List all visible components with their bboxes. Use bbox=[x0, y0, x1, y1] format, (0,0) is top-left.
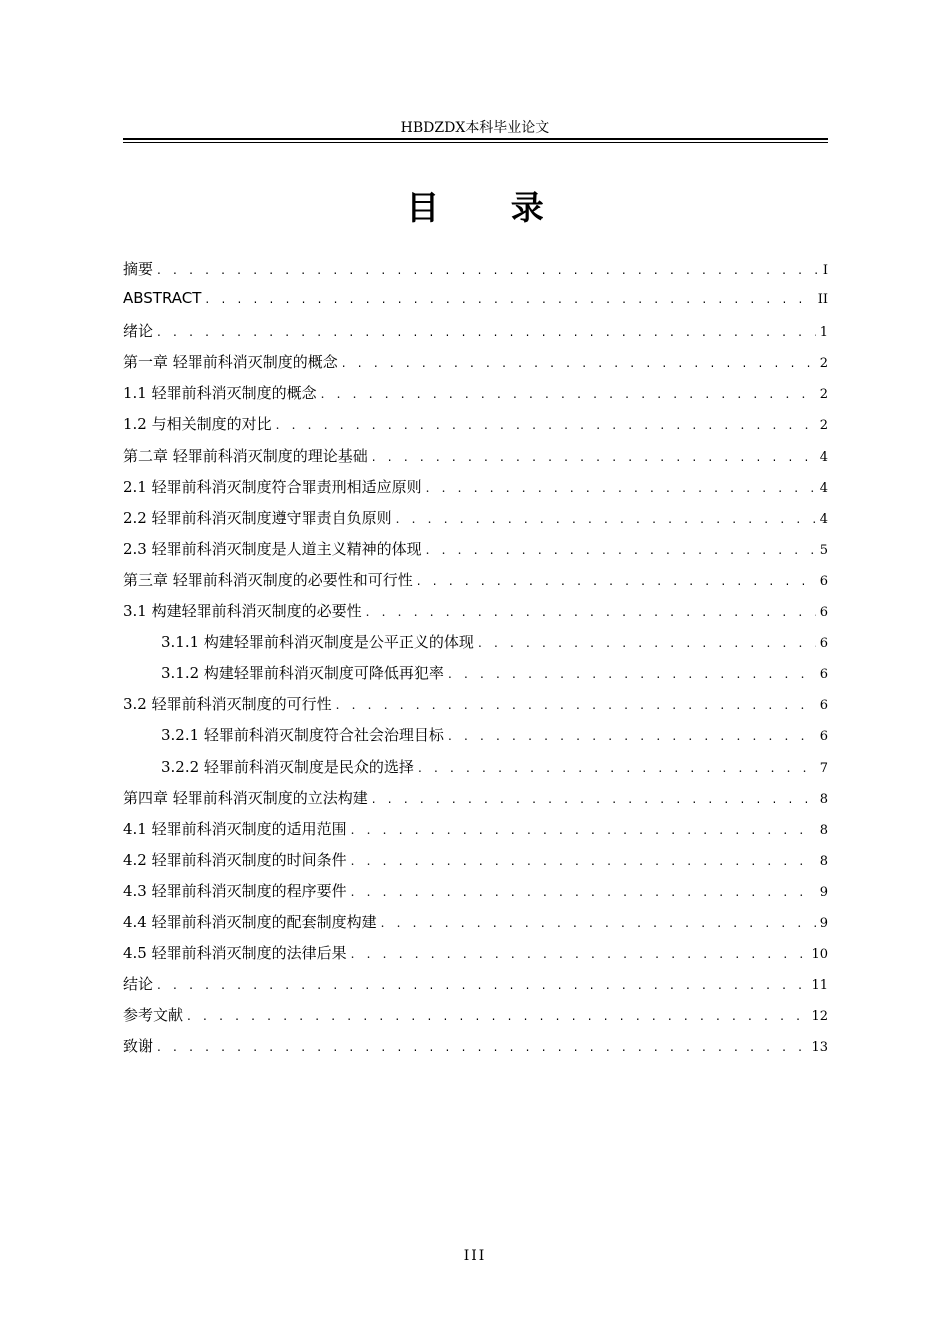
toc-entry-page: 7 bbox=[819, 760, 828, 776]
toc-leader-dots bbox=[418, 761, 816, 775]
toc-entry-page: 6 bbox=[819, 636, 828, 652]
toc-entry[interactable] bbox=[123, 818, 828, 849]
toc-entry[interactable] bbox=[123, 413, 828, 444]
toc-entry-page: 9 bbox=[819, 915, 828, 931]
toc-entry-label: 2.3 轻罪前科消灭制度是人道主义精神的体现 bbox=[123, 539, 422, 558]
toc-leader-dots bbox=[157, 1040, 807, 1054]
toc-leader-dots bbox=[426, 543, 816, 557]
toc-entry-label: 参考文献 bbox=[123, 1006, 184, 1025]
toc-leader-dots bbox=[372, 450, 816, 464]
toc-leader-dots bbox=[396, 512, 816, 526]
toc-entry-page: 11 bbox=[811, 978, 828, 994]
toc-entry-page: 8 bbox=[819, 853, 828, 869]
toc-leader-dots bbox=[351, 885, 816, 899]
toc-entry-label: 第二章 轻罪前科消灭制度的理论基础 bbox=[123, 446, 368, 465]
toc-entry[interactable] bbox=[123, 538, 828, 569]
toc-entry[interactable] bbox=[123, 1004, 828, 1035]
table-of-contents bbox=[123, 258, 828, 1066]
toc-entry-label: 2.2 轻罪前科消灭制度遵守罪责自负原则 bbox=[123, 508, 392, 527]
toc-entry[interactable] bbox=[123, 600, 828, 631]
toc-entry[interactable] bbox=[123, 631, 828, 662]
toc-entry-page: 6 bbox=[819, 573, 828, 589]
toc-leader-dots bbox=[157, 263, 819, 277]
toc-entry-page: II bbox=[817, 292, 828, 308]
toc-entry-label: 第四章 轻罪前科消灭制度的立法构建 bbox=[123, 788, 368, 807]
toc-entry-label: 3.2.1 轻罪前科消灭制度符合社会治理目标 bbox=[161, 726, 444, 745]
page-number: III bbox=[463, 1248, 487, 1264]
toc-entry-page: 1 bbox=[819, 325, 828, 341]
toc-entry[interactable] bbox=[123, 911, 828, 942]
toc-leader-dots bbox=[417, 574, 816, 588]
toc-leader-dots bbox=[342, 356, 816, 370]
toc-entry-label: 4.4 轻罪前科消灭制度的配套制度构建 bbox=[123, 912, 377, 931]
toc-entry[interactable] bbox=[123, 476, 828, 507]
toc-entry-label: 结论 bbox=[123, 975, 154, 994]
toc-entry[interactable] bbox=[123, 662, 828, 693]
toc-leader-dots bbox=[205, 292, 813, 306]
toc-entry-page: 4 bbox=[819, 511, 828, 527]
toc-entry-label: 4.5 轻罪前科消灭制度的法律后果 bbox=[123, 944, 347, 963]
toc-entry[interactable] bbox=[123, 289, 828, 320]
toc-entry[interactable] bbox=[123, 569, 828, 600]
toc-entry[interactable] bbox=[123, 351, 828, 382]
toc-entry-page: 2 bbox=[819, 356, 828, 372]
toc-entry[interactable] bbox=[123, 320, 828, 351]
page-title: 目 录 bbox=[406, 188, 574, 227]
toc-entry-page: 6 bbox=[819, 698, 828, 714]
toc-leader-dots bbox=[351, 947, 808, 961]
toc-entry-page: 13 bbox=[811, 1040, 828, 1056]
toc-entry-label: 4.1 轻罪前科消灭制度的适用范围 bbox=[123, 819, 347, 838]
toc-entry-label: 3.1 构建轻罪前科消灭制度的必要性 bbox=[123, 602, 362, 621]
toc-entry-label: 4.2 轻罪前科消灭制度的时间条件 bbox=[123, 850, 347, 869]
toc-entry-label: 3.1.1 构建轻罪前科消灭制度是公平正义的体现 bbox=[161, 633, 474, 652]
toc-entry[interactable] bbox=[123, 973, 828, 1004]
toc-entry[interactable] bbox=[123, 1035, 828, 1066]
toc-entry-page: 4 bbox=[819, 449, 828, 465]
toc-leader-dots bbox=[336, 698, 816, 712]
toc-leader-dots bbox=[426, 481, 816, 495]
toc-entry-page: 6 bbox=[819, 605, 828, 621]
toc-entry[interactable] bbox=[123, 787, 828, 818]
toc-entry[interactable] bbox=[123, 258, 828, 289]
toc-entry[interactable] bbox=[123, 382, 828, 413]
toc-entry-page: 9 bbox=[819, 884, 828, 900]
toc-entry-page: 6 bbox=[819, 667, 828, 683]
toc-leader-dots bbox=[351, 823, 816, 837]
toc-entry-label: 3.2.2 轻罪前科消灭制度是民众的选择 bbox=[161, 757, 414, 776]
toc-entry-label: 3.1.2 构建轻罪前科消灭制度可降低再犯率 bbox=[161, 664, 444, 683]
toc-leader-dots bbox=[448, 729, 816, 743]
toc-entry-label: 第一章 轻罪前科消灭制度的概念 bbox=[123, 353, 338, 372]
toc-entry-label: 第三章 轻罪前科消灭制度的必要性和可行性 bbox=[123, 570, 413, 589]
toc-entry[interactable] bbox=[123, 507, 828, 538]
toc-entry-page: 8 bbox=[819, 791, 828, 807]
header-rule-thin bbox=[123, 142, 828, 143]
toc-entry-label: 4.3 轻罪前科消灭制度的程序要件 bbox=[123, 881, 347, 900]
toc-entry[interactable] bbox=[123, 880, 828, 911]
toc-entry-label: 3.2 轻罪前科消灭制度的可行性 bbox=[123, 695, 332, 714]
toc-leader-dots bbox=[321, 387, 816, 401]
toc-entry-label: ABSTRACT bbox=[123, 289, 202, 308]
toc-leader-dots bbox=[448, 667, 816, 681]
toc-entry[interactable] bbox=[123, 445, 828, 476]
toc-entry-page: 4 bbox=[819, 480, 828, 496]
toc-entry-page: 5 bbox=[819, 542, 828, 558]
toc-entry-label: 1.1 轻罪前科消灭制度的概念 bbox=[123, 384, 317, 403]
toc-entry-label: 致谢 bbox=[123, 1037, 154, 1056]
toc-entry[interactable] bbox=[123, 942, 828, 973]
toc-entry-page: 12 bbox=[811, 1009, 828, 1025]
toc-entry-label: 1.2 与相关制度的对比 bbox=[123, 415, 272, 434]
toc-entry-label: 2.1 轻罪前科消灭制度符合罪责刑相适应原则 bbox=[123, 477, 422, 496]
toc-leader-dots bbox=[157, 978, 807, 992]
toc-entry-page: 6 bbox=[819, 729, 828, 745]
toc-entry-label: 绪论 bbox=[123, 322, 154, 341]
toc-entry[interactable] bbox=[123, 756, 828, 787]
header-rule-thick bbox=[123, 138, 828, 140]
toc-entry-label: 摘要 bbox=[123, 260, 154, 278]
toc-entry[interactable] bbox=[123, 693, 828, 724]
toc-entry-page: 10 bbox=[811, 947, 828, 963]
toc-leader-dots bbox=[351, 854, 816, 868]
toc-leader-dots bbox=[187, 1009, 807, 1023]
toc-leader-dots bbox=[366, 605, 816, 619]
toc-leader-dots bbox=[276, 418, 816, 432]
toc-entry[interactable] bbox=[123, 724, 828, 755]
toc-leader-dots bbox=[381, 916, 816, 930]
toc-entry-page: 2 bbox=[819, 418, 828, 434]
toc-leader-dots bbox=[157, 325, 816, 339]
toc-entry-page: I bbox=[822, 263, 828, 278]
toc-entry-page: 2 bbox=[819, 387, 828, 403]
toc-leader-dots bbox=[372, 792, 816, 806]
toc-leader-dots bbox=[478, 636, 816, 650]
running-header: HBDZDX本科毕业论文 bbox=[400, 120, 550, 136]
toc-entry[interactable] bbox=[123, 849, 828, 880]
toc-entry-page: 8 bbox=[819, 822, 828, 838]
